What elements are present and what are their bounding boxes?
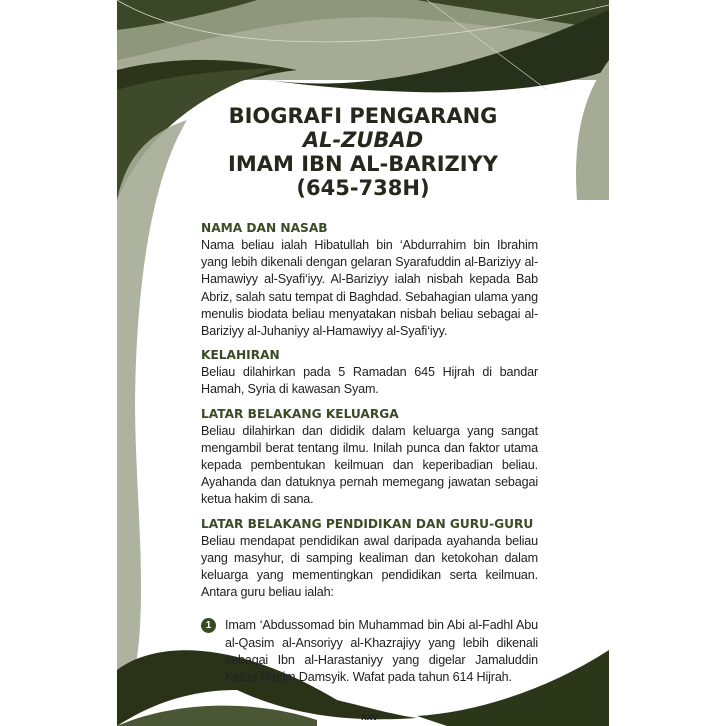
section-heading: LATAR BELAKANG KELUARGA (201, 406, 399, 421)
section-kelahiran (201, 347, 538, 398)
section-body: Nama beliau ialah Hibatullah bin ‘Abdurrahim bin Ibrahim yang lebih dikenali dengan gelaran Syarafuddin al-Bariziyy al-Hamawiyy al-Syafi‘iyy. Al-Bariziyy ialah nisbah kepada Bab Abriz, salah satu tempat di Baghdad. Sebahagian ulama yang menulis biodata beliau menyatakan nisbah beliau sebagai al-Bariziyy al-Juhaniyy al-Hamawiyy al-Syafi‘iyy. (201, 238, 538, 339)
list-number-badge: 1 (201, 618, 216, 633)
section-heading: NAMA DAN NASAB (201, 221, 328, 235)
page-content (201, 220, 538, 726)
title-line-3: IMAM IBN AL-BARIZIYY (228, 152, 498, 176)
page-title (117, 104, 609, 200)
section-latar-belakang-keluarga (201, 406, 538, 509)
section-heading: KELAHIRAN (201, 348, 280, 363)
section-body: Beliau mendapat pendidikan awal daripada ayahanda beliau yang masyhur, di samping kealiman dan ketokohan dalam keluarga yang mementingkan pendidikan serta keilmuan. Antara guru beliau ialah: (201, 533, 538, 600)
title-line-2: AL-ZUBAD (302, 128, 424, 152)
list-item-row (201, 617, 538, 686)
list-item: Imam ‘Abdussomad bin Muhammad bin Abi al-Fadhl Abu al-Qasim al-Ansoriyy al-Khazrajiyy yang lebih dikenali sebagai Ibn al-Harastaniyy yang digelar Jamaluddin Ketua Hakim Damsyik. Wafat pada tahun 614 Hijrah. (225, 618, 538, 685)
page-number: xxv (361, 712, 378, 723)
title-line-1: BIOGRAFI PENGARANG (228, 104, 498, 128)
title-line-4: (645-738H) (296, 176, 430, 200)
section-body: Beliau dilahirkan pada 5 Ramadan 645 Hijrah di bandar Hamah, Syria di kawasan Syam. (201, 365, 538, 397)
section-nama-dan-nasab (201, 220, 538, 340)
book-page (117, 0, 609, 726)
section-body: Beliau dilahirkan dan dididik dalam keluarga yang sangat mengambil berat tentang ilmu. Inilah punca dan faktor utama kepada pembentukan keilmuan dan keperibadian beliau. Ayahanda dan datuknya pernah memegang jawatan sebagai ketua hakim di sana. (201, 423, 538, 507)
section-pendidikan-guru (201, 516, 538, 602)
section-heading: LATAR BELAKANG PENDIDIKAN DAN GURU-GURU (201, 516, 534, 531)
